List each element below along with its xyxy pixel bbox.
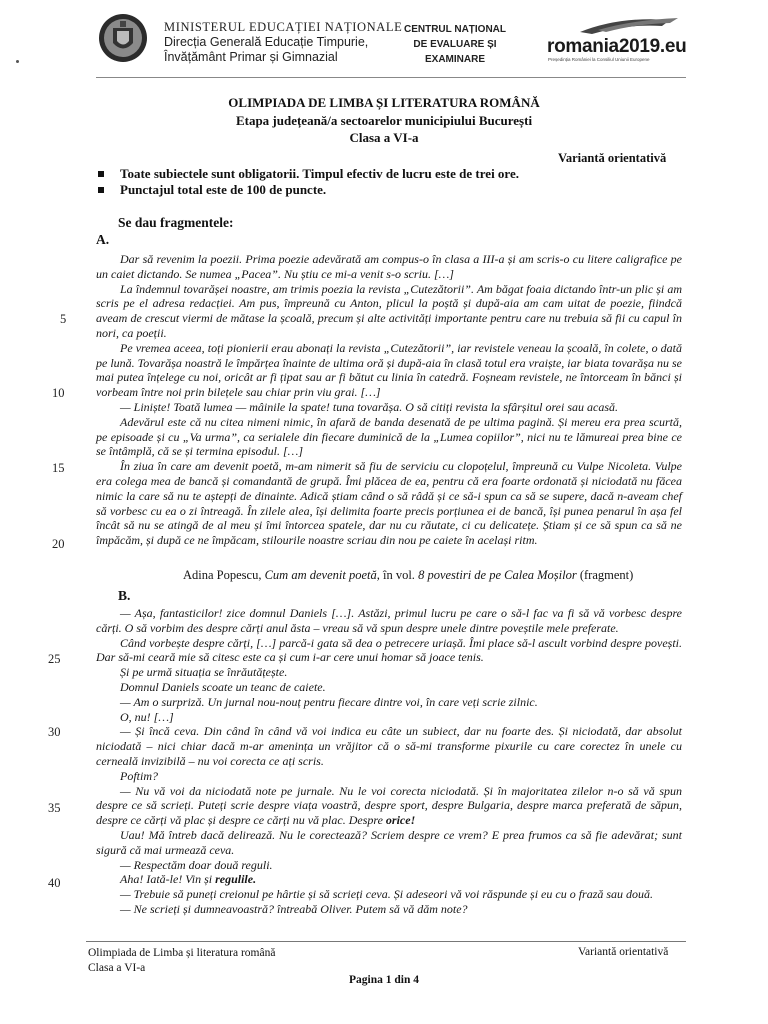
center-line-2: DE EVALUARE ȘI (413, 39, 497, 50)
olympiad-title: OLIMPIADA DE LIMBA ȘI LITERATURA ROMÂNĂ (228, 95, 540, 110)
rule-item: Punctajul total este de 100 de puncte. (96, 182, 519, 198)
paragraph: Domnul Daniels scoate un teanc de caiete. (120, 679, 326, 694)
paragraph: — Și încă ceva. Din când în când vă voi indica eu câte un subiect, dar nu foarte des. Și niciodată, dar absolut niciodată – nici chiar dacă m-ar amenința un vrăjitor că o să-mi transforme pixurile cu care corectez în unele cu cerneală invizibilă – nu voi corecta ce ați scris. (96, 724, 682, 768)
paragraph: — Am o surpriză. Un jurnal nou-nouț pentru fiecare dintre voi, în care veți scrie zilnic. (120, 694, 538, 709)
romania-coat-of-arms-icon (96, 12, 150, 64)
fragment-b-label: B. (118, 588, 131, 603)
line-number: 30 (48, 725, 61, 739)
paragraph: Dar să revenim la poezii. Prima poezie adevărată am compus-o în clasa a III-a și am scris-o cu litere caligrafice pe un caiet dictando. Se numea „Pacea”. Nu știu ce mi-a venit s-o scriu. […] (96, 252, 682, 281)
ministry-name: MINISTERUL EDUCAȚIEI NAȚIONALE (164, 20, 403, 34)
line-number: 20 (52, 537, 65, 551)
header-divider (96, 77, 686, 78)
footer-divider (86, 941, 686, 942)
ministry-department: Învățământ Primar și Gimnazial (164, 50, 338, 64)
fragment-a-text (96, 252, 682, 548)
footer-class: Clasa a VI-a (88, 962, 146, 974)
rule-item: Toate subiectele sunt obligatorii. Timpul efectiv de lucru este de trei ore. (96, 166, 519, 182)
paragraph: Poftim? (120, 768, 158, 783)
romania2019-subtext: Președinția României la Consiliul Uniunii Europene (548, 57, 650, 62)
line-number: 25 (48, 652, 61, 666)
paragraph-text: Aha! Iată-le! Vin și (120, 872, 213, 887)
line-number: 35 (48, 801, 61, 815)
paragraph: — Trebuie să puneți creionul pe hârtie și să scrieți ceva. Și adeseori vă voi răspunde și eu cu o frază sau două. (120, 887, 654, 902)
fragment-a-citation (183, 568, 633, 583)
intro-heading: Se dau fragmentele: (118, 215, 234, 230)
emphasis-word: orice! (385, 813, 416, 828)
exam-rules (96, 166, 519, 198)
evaluation-center (400, 22, 510, 67)
center-line-1: CENTRUL NAȚIONAL (403, 24, 507, 35)
paragraph: O, nu! […] (120, 709, 174, 724)
citation-volume: 8 povestiri de pe Calea Moșilor (418, 568, 577, 582)
ministry-header (164, 20, 402, 65)
center-line-3: EXAMINARE (424, 54, 485, 65)
page-number: Pagina 1 din 4 (349, 974, 419, 986)
paragraph: Când vorbește despre cărți, […] parcă-i gata să dea o petrecere uriașă. Îmi place să-l ascult vorbind despre povești. Dar să-mi ceară mie să citesc este ca și cum i-ar cere unui homar să joace tenis. (96, 635, 682, 665)
title-block (0, 94, 768, 147)
citation-in: în vol. (382, 568, 415, 582)
paragraph: Pe vremea aceea, toți pionierii erau abonați la revista „Cutezătorii”, iar revistele veneau la școală, în colete, o dată pe lună. Tovarășa noastră le împărțea înainte de ultima oră și după-aia în clasă totul era vraiște, iar biata tovarășa nu se mai putea înțelege cu noi, oricât ar fi țipat sau ar fi bătut cu linia în catedră. Foșneam revistele, ne întorceam în bănci și vorbeam între noi prin bilețele sau chiar prin viu grai. […] (96, 340, 682, 400)
fragment-a-label: A. (96, 232, 110, 247)
paragraph: — Respectăm doar două reguli. (120, 857, 273, 872)
paragraph: — Așa, fantasticilor! zice domnul Daniels […]. Astăzi, primul lucru pe care o să-l fac va fi să vă vorbesc despre cărți. O să vorbim des despre cărți anul ăsta – vreau să vă spun despre unele dintre poveștile mele preferate. (96, 606, 682, 635)
line-number: 40 (48, 876, 61, 890)
footer-olympiad: Olimpiada de Limba și literatura română (88, 947, 276, 959)
fragment-b-text (96, 606, 682, 917)
footer-variant: Variantă orientativă (578, 946, 669, 958)
line-number: 10 (52, 386, 65, 400)
citation-author: Adina Popescu, (183, 568, 262, 582)
paragraph: Uau! Mă întreb dacă delirează. Nu le corectează? Scriem despre ce vrem? E prea frumos ca să fie adevărat; sunt sigură că mai urmează ceva. (96, 827, 682, 857)
paragraph-text: — Nu vă voi da niciodată note pe jurnale. Nu le voi corecta niciodată. Și în majoritatea zilelor n-o să vă spun despre ce să scrieți. Puteți scrie despre viața voastră, despre sport, despre Bulgaria, despre marca preferată de săpun, despre ce cărți vă plac și despre ce cărți nu vă plac. Despre (96, 783, 682, 828)
footer-left (88, 946, 275, 976)
scan-dot (16, 60, 19, 63)
paragraph: — Ne scrieți și dumneavoastră? întreabă Oliver. Putem să vă dăm note? (120, 901, 468, 916)
paragraph: Adevărul este că nu citea nimeni nimic, în afară de banda desenată de pe ultima pagină. Și mereu era prea scurtă, pe episoade și cu „Va urma”, ca serialele din fiecare duminică de la „Lumea copiilor”, nici nu te lămureai prea bine ce se întâmplă, că se și termina episodul. […] (96, 414, 682, 459)
romania2019-logo-text: romania2019.eu (547, 36, 687, 57)
class-label: Clasa a VI-a (349, 130, 419, 145)
paragraph (96, 872, 682, 887)
paragraph: Și pe urmă situația se înrăutățește. (120, 665, 288, 680)
line-number: 15 (52, 461, 65, 475)
ministry-directorate: Direcția Generală Educație Timpurie, (164, 35, 369, 49)
paragraph: — Liniște! Toată lumea — mâinile la spate! tuna tovarășa. O să citiți revista la sfârșitul orei sau acasă. (120, 399, 619, 414)
variant-label: Variantă orientativă (558, 151, 667, 165)
paragraph (96, 784, 682, 828)
paragraph: În ziua în care am devenit poetă, m-am nimerit să fiu de serviciu cu clopoțelul, împreună cu Vulpe Nicoleta. Vulpe era colega mea de bancă și comandantă de grupă. Îmi plăcea de ea, pentru că era foarte ordonată și niciodată nu făcea nimic la care să nu te aștepți de dinainte. Adică știam când o să râdă și ce să-i spun ca să se supere, dacă n-aveam chef să vorbesc cu ea o zi întreagă. În zilele alea, își delimita foarte precis porțiunea ei de bancă, își punea penarul în așa fel încât să nu se atingă de al meu și îmi întorcea spatele, dar nu cu răutate, ci cu delicatețe. Știam și ce să spun ca să ne împăcăm, și după ce ne împăcam, stilourile noastre scriau din nou pe caiete în același ritm. (96, 459, 682, 548)
citation-title: Cum am devenit poetă, (264, 568, 380, 582)
emphasis-word: regulile. (215, 872, 257, 887)
paragraph: La îndemnul tovarășei noastre, am trimis poezia la revista „Cutezătorii”. Am băgat foaia dictando într-un plic și am scris pe el adresa redacției. Am pus, împreună cu Anton, plicul la poștă și după-aia am cam uitat de poezie, fiindcă aveam de crescut viermi de mătase la școală, precum și alte activități importante pentru care nu trebuia să fii cu capul în nori, ca poeții. (96, 281, 682, 340)
line-number: 5 (60, 312, 67, 326)
stage-subtitle: Etapa județeană/a sectoarelor municipiului București (235, 112, 533, 128)
citation-note: (fragment) (579, 568, 634, 582)
